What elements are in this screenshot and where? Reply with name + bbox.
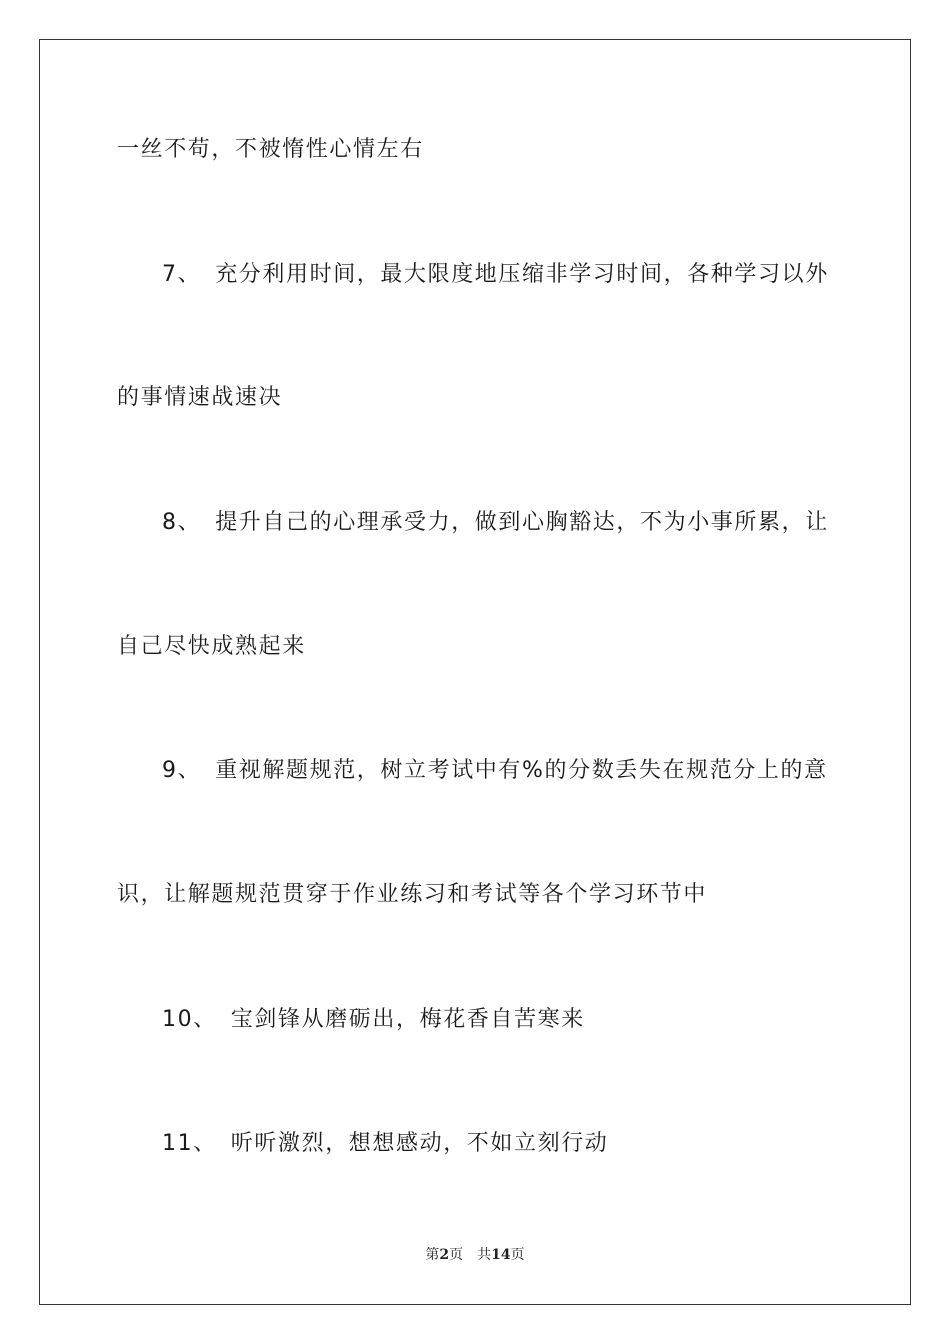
- item-number: 11、: [162, 1131, 217, 1156]
- line-text: 自己尽快成熟起来: [117, 634, 306, 659]
- list-item-7: [162, 262, 829, 288]
- page-prefix: 第: [425, 1247, 440, 1263]
- line-text: 听听激烈，想想感动，不如立刻行动: [230, 1131, 609, 1156]
- item-number: 7、: [162, 262, 202, 287]
- page-current: 2: [439, 1247, 450, 1263]
- line-text: 一丝不苟，不被惰性心情左右: [117, 137, 424, 162]
- text-line-continuation: [117, 137, 424, 163]
- line-text: 宝剑锋从磨砺出，梅花香自苦寒来: [230, 1007, 585, 1032]
- page-frame: [39, 39, 911, 1305]
- line-text: 的事情速战速决: [117, 385, 283, 410]
- page-total: 14: [491, 1247, 511, 1263]
- list-item-11: [162, 1131, 608, 1157]
- line-text: 提升自己的心理承受力，做到心胸豁达，不为小事所累，让: [215, 510, 829, 535]
- list-item-10: [162, 1007, 585, 1033]
- total-suffix: 页: [510, 1247, 525, 1263]
- page-suffix: 页: [449, 1247, 464, 1263]
- page-footer: [0, 1246, 950, 1264]
- line-text: 识，让解题规范贯穿于作业练习和考试等各个学习环节中: [117, 882, 708, 907]
- text-line-continuation: [117, 634, 306, 660]
- list-item-9: [162, 758, 828, 784]
- text-line-continuation: [117, 882, 707, 908]
- list-item-8: [162, 510, 829, 536]
- line-text: 充分利用时间，最大限度地压缩非学习时间，各种学习以外: [215, 262, 829, 287]
- item-number: 10、: [162, 1007, 217, 1032]
- text-line-continuation: [117, 385, 282, 411]
- total-prefix: 共: [477, 1247, 492, 1263]
- item-number: 8、: [162, 510, 202, 535]
- line-text: 重视解题规范，树立考试中有%的分数丢失在规范分上的意: [215, 758, 828, 783]
- item-number: 9、: [162, 758, 202, 783]
